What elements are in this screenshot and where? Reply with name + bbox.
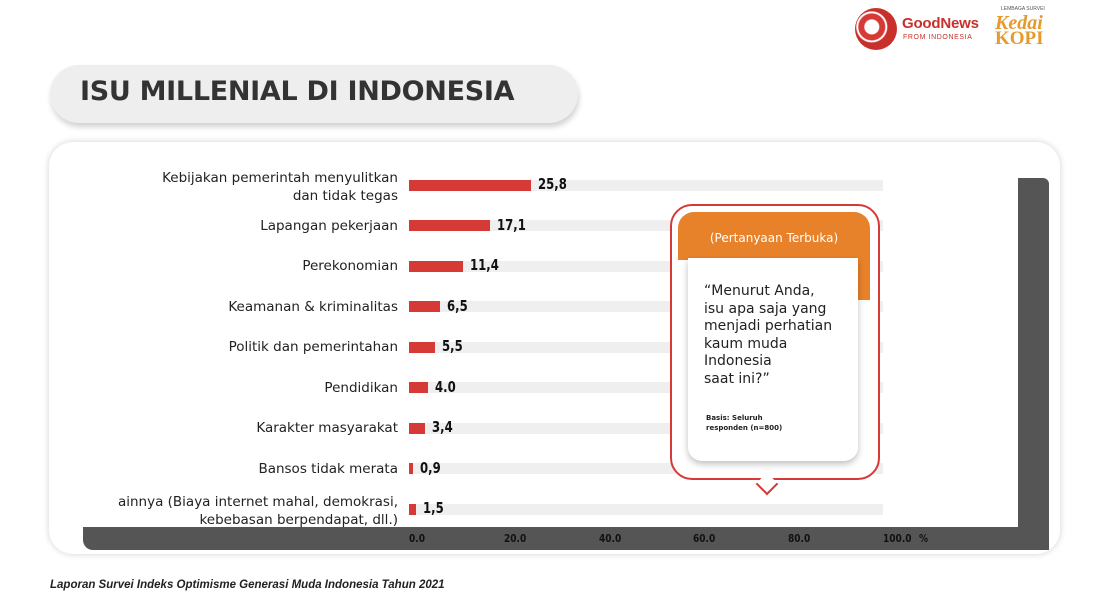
x-tick-label: 80.0 <box>788 532 811 545</box>
question-line: saat ini?” <box>704 370 770 387</box>
bar-track <box>409 504 883 515</box>
x-tick-label: 100.0 <box>883 532 912 545</box>
bar <box>409 463 413 474</box>
bar <box>409 342 435 353</box>
chart-frame-right <box>1018 178 1049 550</box>
basis-line: responden (n=800) <box>706 424 783 432</box>
bar-value-label: 4.0 <box>434 377 456 396</box>
bar-value-label: 11,4 <box>470 256 499 274</box>
category-label-line: Kebijakan pemerintah menyulitkan <box>162 170 398 186</box>
kedaikopi-logo <box>993 6 1063 48</box>
category-label <box>229 338 398 356</box>
goodnews-tagline: FROM INDONESIA <box>903 34 973 41</box>
category-label <box>260 217 398 235</box>
bar <box>409 261 463 272</box>
category-label <box>118 493 398 529</box>
category-label <box>256 419 398 437</box>
category-label-line: kebebasan berpendapat, dll.) <box>199 512 398 528</box>
title-banner <box>50 65 578 123</box>
callout-card <box>688 258 858 461</box>
bar-value-label: 25,8 <box>538 175 568 193</box>
question-line: isu apa saja yang <box>704 300 827 317</box>
basis-line: Basis: Seluruh <box>706 414 763 422</box>
category-label-line: ainnya (Biaya internet mahal, demokrasi, <box>117 494 398 510</box>
sample-basis <box>706 413 856 433</box>
bar-value-label: 3,4 <box>432 418 453 436</box>
bar <box>409 220 490 231</box>
question-line: kaum muda <box>704 335 788 352</box>
survey-question <box>704 283 854 389</box>
bar-value-label: 17,1 <box>497 215 526 234</box>
report-source: Laporan Survei Indeks Optimisme Generasi Muda Indonesia Tahun 2021 <box>50 579 445 591</box>
category-label-line: Politik dan pemerintahan <box>228 339 398 355</box>
bar <box>409 382 428 393</box>
bar <box>409 180 531 191</box>
category-label <box>228 298 398 316</box>
callout-header-text: (Pertanyaan Terbuka) <box>709 231 839 245</box>
question-line: “Menurut Anda, <box>704 283 815 299</box>
bar-value-label: 5,5 <box>442 337 463 355</box>
question-line: Indonesia <box>704 353 772 370</box>
kedaikopi-word-top: Kedai <box>995 12 1043 34</box>
category-label-line: Bansos tidak merata <box>258 460 398 477</box>
x-tick-label: 0.0 <box>409 532 425 545</box>
bar <box>409 504 416 515</box>
goodnews-name: GoodNews <box>902 15 979 32</box>
kedaikopi-caption: LEMBAGA SURVEI <box>1001 6 1045 12</box>
question-line: menjadi perhatian <box>704 318 833 335</box>
category-label-line: Pendidikan <box>324 379 398 396</box>
bar <box>409 423 425 434</box>
callout-header <box>678 212 870 260</box>
kedaikopi-word-bottom: KOPI <box>995 28 1044 49</box>
x-tick-label: 60.0 <box>693 532 716 545</box>
category-label-line: Perekonomian <box>302 258 398 274</box>
x-tick-label: 20.0 <box>503 532 527 545</box>
goodnews-emblem-icon <box>855 8 897 50</box>
bar <box>409 301 440 312</box>
category-label <box>162 169 398 205</box>
bar-value-label: 0,9 <box>420 458 441 477</box>
page-title: ISU MILLENIAL DI INDONESIA <box>80 76 515 107</box>
category-label-line: Lapangan pekerjaan <box>260 217 398 234</box>
x-axis-unit: % <box>919 532 929 545</box>
category-label <box>302 257 398 275</box>
category-label-line: Keamanan & kriminalitas <box>228 298 398 315</box>
category-label <box>258 460 398 478</box>
category-label-line: dan tidak tegas <box>292 188 398 204</box>
callout-accent-strip <box>858 260 870 300</box>
goodnews-logo <box>855 8 985 50</box>
category-label-line: Karakter masyarakat <box>256 420 398 436</box>
category-label <box>324 379 398 397</box>
bar-value-label: 6,5 <box>446 296 468 315</box>
x-tick-label: 40.0 <box>598 532 621 545</box>
bar-value-label: 1,5 <box>423 499 444 517</box>
